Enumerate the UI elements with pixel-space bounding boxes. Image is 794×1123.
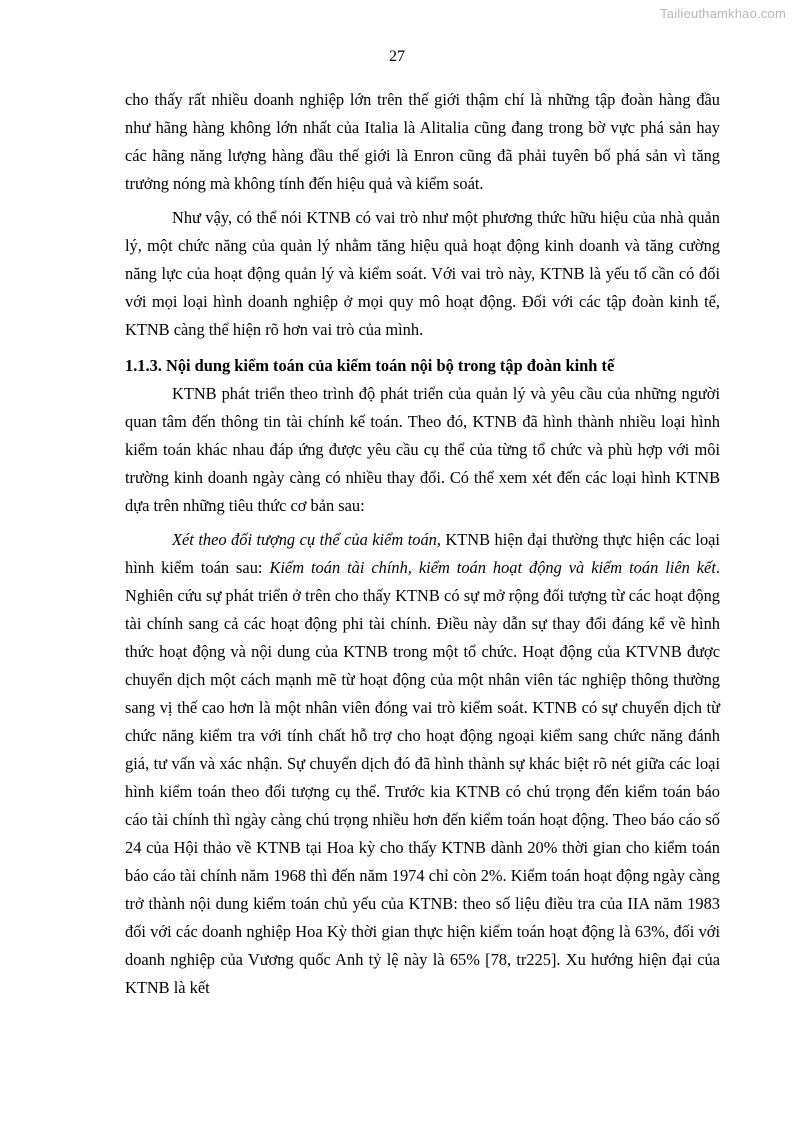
paragraph-continuation: cho thấy rất nhiều doanh nghiệp lớn trên thế giới thậm chí là những tập đoàn hàng đầu như hãng hàng không lớn nhất của Italia là Alitalia cũng đang trong bờ vực phá sản hay các hãng năng lượng hàng đầu thế giới là Enron cũng đã phải tuyên bố phá sản vì tăng trưởng nóng mà không tính đến hiệu quả và kiểm soát. [125,90,720,193]
paragraph-ktnb-development: KTNB phát triển theo trình độ phát triển của quản lý và yêu cầu của những người quan tâm đến thông tin tài chính kế toán. Theo đó, KTNB đã hình thành nhiều loại hình kiểm toán khác nhau đáp ứng được yêu cầu cụ thể của từng tổ chức và phù hợp với môi trường kinh doanh ngày càng có nhiều thay đổi. Có thể xem xét đến các loại hình KTNB dựa trên những tiêu thức cơ bản sau: [125,384,720,515]
paragraph-text-segment: , KTNB hiện đại thường thực hiện các loại hình kiểm toán sau: [125,530,720,577]
paragraph-text-segment: . Nghiên cứu sự phát triển ở trên cho thấy KTNB có sự mở rộng đối tượng từ các hoạt động tài chính sang cả các hoạt động phi tài chính. Điều này dẫn sự thay đổi đáng kể về hình thức hoạt động và nội dung của KTNB trong một tổ chức. Hoạt động của KTVNB được chuyển dịch một cách mạnh mẽ từ hoạt động của một nhân viên tác nghiệp thông thường sang vị thế cao hơn là một nhân viên đóng vai trò kiểm soát. KTNB có sự chuyển dịch từ chức năng kiểm tra với tính chất hỗ trợ cho hoạt động ngoại kiểm sang chức năng đánh giá, tư vấn và xác nhận. Sự chuyển dịch đó đã hình thành sự khác biệt rõ nét giữa các loại hình kiểm toán theo đối tượng cụ thể. Trước kia KTNB có chú trọng đến kiểm toán báo cáo tài chính thì ngày càng chú trọng nhiều hơn đến kiểm toán hoạt động. Theo báo cáo số 24 của Hội thảo về KTNB tại Hoa kỳ cho thấy KTNB dành 20% thời gian cho kiểm toán báo cáo tài chính năm 1968 thì đến năm 1974 chỉ còn 2%. Kiểm toán hoạt động ngày càng trở thành nội dung kiểm toán chủ yếu của KTNB: theo số liệu điều tra của IIA năm 1983 đối với các doanh nghiệp Hoa Kỳ thời gian thực hiện kiểm toán hoạt động là 63%, đối với doanh nghiệp của Vương quốc Anh tỷ lệ này là 65% [78, tr225]. Xu hướng hiện đại của KTNB là kết [125,558,720,997]
document-body [125,86,720,1002]
paragraph-audit-object [125,526,720,1002]
paragraph-role-summary: Như vậy, có thể nói KTNB có vai trò như một phương thức hữu hiệu của nhà quản lý, một chức năng của quản lý nhằm tăng hiệu quả hoạt động kinh doanh và tăng cường năng lực của hoạt động quản lý và kiểm soát. Với vai trò này, KTNB là yếu tố cần có đối với mọi loại hình doanh nghiệp ở mọi quy mô hoạt động. Đối với các tập đoàn kinh tế, KTNB càng thể hiện rõ hơn vai trò của mình. [125,208,720,339]
section-heading: 1.1.3. Nội dung kiểm toán của kiểm toán nội bộ trong tập đoàn kinh tế [125,356,615,375]
watermark: Tailieuthamkhao.com [660,6,786,21]
page-number: 27 [389,48,405,65]
italic-phrase-audit-object: Xét theo đối tượng cụ thể của kiểm toán [172,530,437,549]
italic-phrase-audit-types: Kiểm toán tài chính, kiểm toán hoạt động và kiểm toán liên kết [269,558,716,577]
